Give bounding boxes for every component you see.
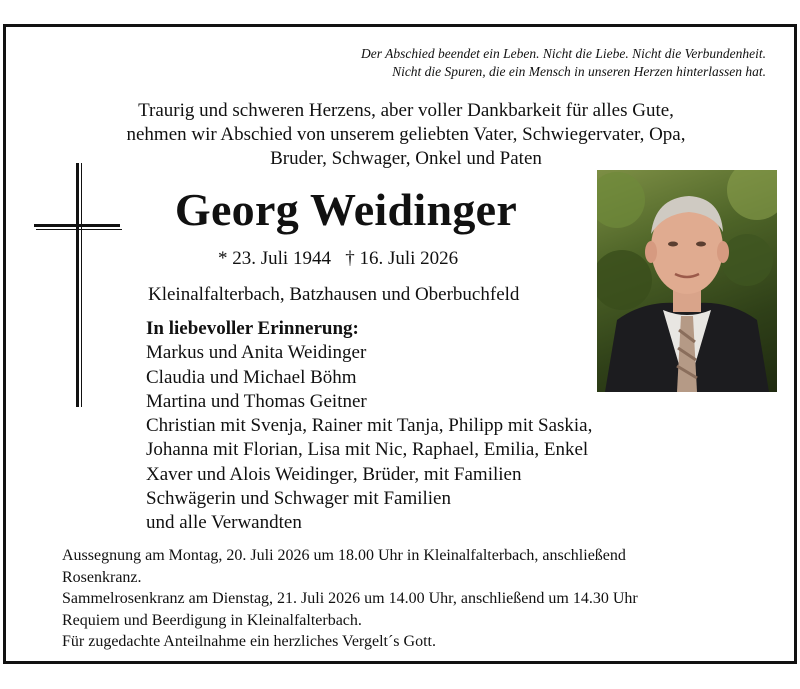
motto-line-1: Der Abschied beendet ein Leben. Nicht die Liebe. Nicht die Verbundenheit.: [360, 46, 766, 61]
deceased-name: Georg Weidinger: [174, 184, 518, 235]
mourner-line: und alle Verwandten: [146, 512, 302, 534]
intro-line-3: Bruder, Schwager, Onkel und Paten: [270, 148, 542, 169]
notes-line-5: Für zugedachte Anteilnahme ein herzliches Vergelt´s Gott.: [62, 633, 436, 650]
notes-line-4: Requiem und Beerdigung in Kleinalfalterbach.: [62, 611, 362, 629]
mourner-line: Schwägerin und Schwager mit Familien: [146, 488, 451, 510]
obituary-frame: [3, 24, 797, 664]
intro-text: [66, 99, 746, 171]
intro-line-1: Traurig und schweren Herzens, aber voller Dankbarkeit für alles Gute,: [138, 100, 674, 121]
mourner-line: Christian mit Svenja, Rainer mit Tanja, Philipp mit Saskia,: [146, 415, 593, 437]
portrait-photo: [597, 170, 777, 392]
life-dates: * 23. Juli 1944 † 16. Juli 2026: [218, 248, 459, 269]
notes-line-2: Rosenkranz.: [62, 568, 142, 586]
mourner-line: Markus und Anita Weidinger: [146, 342, 367, 364]
mourner-line: Martina und Thomas Geitner: [146, 390, 367, 412]
motto-quote: [361, 45, 766, 81]
notes-line-1: Aussegnung am Montag, 20. Juli 2026 um 18.00 Uhr in Kleinalfalterbach, anschließend: [62, 547, 626, 564]
motto-line-2: Nicht die Spuren, die ein Mensch in unseren Herzen hinterlassen hat.: [392, 64, 766, 79]
intro-line-2: nehmen wir Abschied von unserem geliebten Vater, Schwiegervater, Opa,: [126, 124, 686, 145]
funeral-notes: [62, 545, 762, 653]
notes-line-3: Sammelrosenkranz am Dienstag, 21. Juli 2026 um 14.00 Uhr, anschließend um 14.30 Uhr: [62, 590, 638, 607]
mourner-line: Johanna mit Florian, Lisa mit Nic, Raphael, Emilia, Enkel: [146, 439, 589, 461]
places-of-residence: Kleinalfalterbach, Batzhausen und Oberbuchfeld: [148, 284, 520, 305]
mourners-list: [146, 317, 592, 536]
mourners-heading: In liebevoller Erinnerung:: [146, 318, 359, 339]
mourner-line: Xaver und Alois Weidinger, Brüder, mit Familien: [146, 463, 522, 485]
mourner-line: Claudia und Michael Böhm: [146, 366, 357, 388]
